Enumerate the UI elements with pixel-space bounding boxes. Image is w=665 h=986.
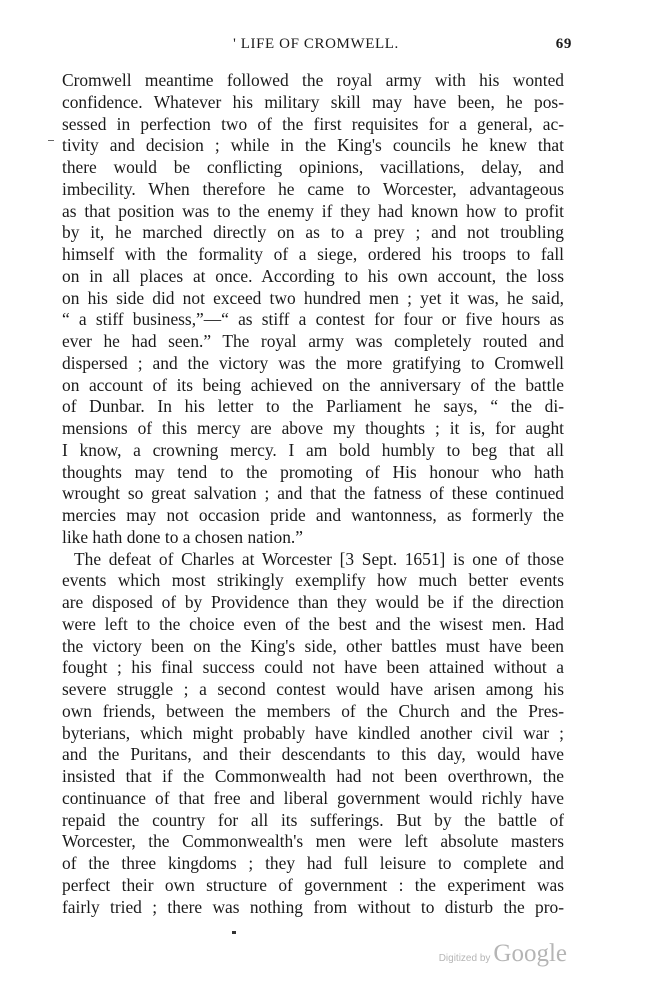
- text-line: I know, a crowning mercy. I am bold humbly to beg that all: [62, 439, 564, 460]
- text-line: like hath done to a chosen nation.”: [62, 526, 303, 547]
- text-line: sessed in perfection two of the first requisites for a general, ac-: [62, 113, 564, 134]
- text-line: of Dunbar. In his letter to the Parliament he says, “ the di-: [62, 396, 564, 417]
- text-line: The defeat of Charles at Worcester [3 Sept. 1651] is one of those: [74, 548, 564, 569]
- text-line: are disposed of by Providence than they would be if the direction: [62, 592, 564, 612]
- text-line: tivity and decision ; while in the King's councils he knew that: [62, 135, 564, 156]
- text-line: of the three kingdoms ; they had full leisure to complete and: [62, 853, 564, 873]
- text-line: Cromwell meantime followed the royal army with his wonted: [62, 70, 564, 90]
- text-line: himself with the formality of a siege, ordered his troops to fall: [62, 244, 564, 264]
- text-line: as that position was to the enemy if they had known how to profit: [62, 200, 564, 221]
- text-line: the victory been on the King's side, other battles must have been: [62, 635, 564, 656]
- text-line: mensions of this mercy are above my thoughts ; it is, for aught: [62, 418, 564, 438]
- body-text: [62, 70, 564, 918]
- margin-mark: [48, 140, 54, 141]
- text-line: perfect their own structure of government : the experiment was: [62, 874, 564, 895]
- text-line: were left to the choice even of the best and the wisest men. Had: [62, 613, 564, 634]
- text-line: “ a stiff business,”—“ as stiff a contest for four or five hours as: [62, 309, 564, 330]
- text-line: severe struggle ; a second contest would have arisen among his: [62, 679, 564, 699]
- running-header: [62, 36, 570, 56]
- text-line: repaid the country for all its sufferings. But by the battle of: [62, 809, 564, 830]
- text-line: by it, he marched directly on as to a prey ; and not troubling: [62, 222, 564, 243]
- text-line: ever he had seen.” The royal army was completely routed and: [62, 331, 564, 351]
- text-line: dispersed ; and the victory was the more gratifying to Cromwell: [62, 352, 564, 373]
- text-line: events which most strikingly exemplify how much better events: [62, 570, 564, 591]
- text-line: imbecility. When therefore he came to Worcester, advantageous: [62, 178, 564, 199]
- text-line: thoughts may tend to the promoting of His honour who hath: [62, 461, 564, 482]
- footer-mark: [232, 931, 236, 934]
- text-line: mercies may not occasion pride and wantonness, as formerly the: [62, 505, 564, 525]
- text-line: on in all places at once. According to his own account, the loss: [62, 265, 564, 286]
- running-title: ' LIFE OF CROMWELL.: [233, 36, 399, 52]
- text-line: on account of its being achieved on the anniversary of the battle: [62, 374, 564, 395]
- text-line: Worcester, the Commonwealth's men were left absolute masters: [62, 831, 564, 852]
- paragraph: [62, 549, 564, 919]
- google-logo: Google: [493, 940, 567, 967]
- paragraph: [62, 70, 564, 549]
- text-line: on his side did not exceed two hundred men ; yet it was, he said,: [62, 287, 564, 308]
- text-line: own friends, between the members of the Church and the Pres-: [62, 700, 564, 721]
- text-line: there would be conflicting opinions, vacillations, delay, and: [62, 157, 564, 177]
- watermark-prefix: Digitized by: [438, 953, 491, 964]
- digitized-by-watermark: [439, 940, 567, 968]
- text-line: byterians, which might probably have kindled another civil war ;: [62, 722, 564, 743]
- text-line: continuance of that free and liberal government would richly have: [62, 787, 564, 808]
- text-line: and the Puritans, and their descendants to this day, would have: [62, 744, 564, 765]
- text-line: fairly tried ; there was nothing from without to disturb the pro-: [62, 896, 564, 917]
- text-line: fought ; his final success could not have been attained without a: [62, 657, 564, 678]
- text-line: wrought so great salvation ; and that the fatness of these continued: [62, 483, 564, 504]
- text-line: insisted that if the Commonwealth had not been overthrown, the: [62, 766, 564, 786]
- page-number: 69: [555, 36, 572, 52]
- text-line: confidence. Whatever his military skill may have been, he pos-: [62, 91, 564, 112]
